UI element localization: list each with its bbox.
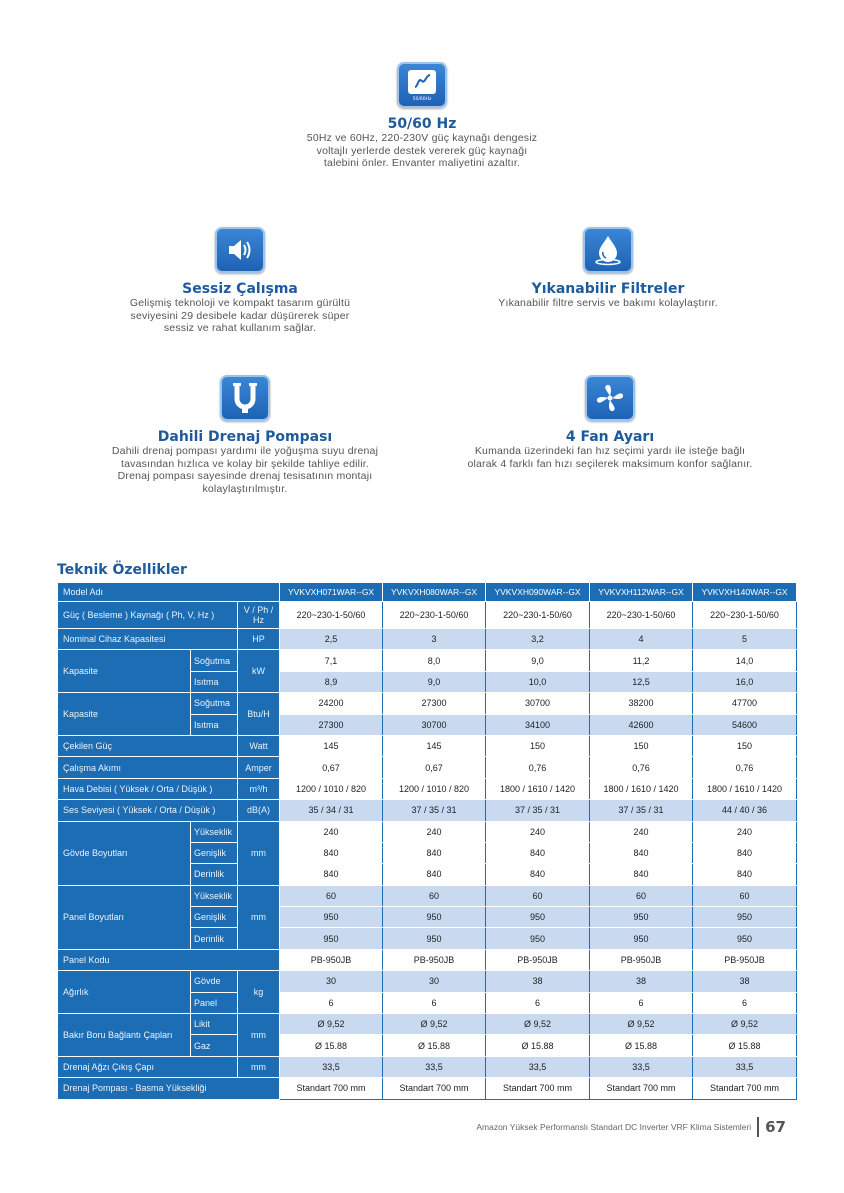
table-cell: Ø 15.88 [693, 1035, 797, 1056]
description-line: kolaylaştırılmıştır. [202, 482, 288, 495]
table-cell: 950 [693, 907, 797, 928]
table-cell: 27300 [383, 693, 486, 714]
icon-caption: 50/60Hz [412, 97, 432, 102]
table-cell: 38 [693, 971, 797, 992]
table-cell: 840 [590, 864, 693, 885]
table-cell: 3,2 [486, 629, 590, 650]
unit-cell: mm [238, 1014, 280, 1057]
model-header-cell: YVKVXH080WAR--GX [383, 583, 486, 602]
description-line: voltajlı yerlerde destek vererek güç kaynağı [316, 144, 528, 157]
sub-label-cell: Soğutma [191, 650, 238, 671]
table-cell: 14,0 [693, 650, 797, 671]
table-cell: Ø 15.88 [486, 1035, 590, 1056]
table-cell: 34100 [486, 714, 590, 735]
table-cell: 840 [383, 842, 486, 863]
table-cell: 8,9 [280, 671, 383, 692]
table-cell: 950 [383, 907, 486, 928]
table-cell: 6 [590, 992, 693, 1013]
sub-label-cell: Panel [191, 992, 238, 1013]
unit-cell: kg [238, 971, 280, 1014]
speaker-icon [215, 227, 265, 273]
feature-description [458, 297, 758, 310]
water-drop-icon [583, 227, 633, 273]
row-label-cell: Çalışma Akımı [58, 757, 238, 778]
table-cell: 6 [486, 992, 590, 1013]
feature-title: Yıkanabilir Filtreler [531, 281, 685, 297]
table-cell: 3 [383, 629, 486, 650]
model-header-cell: YVKVXH071WAR--GX [280, 583, 383, 602]
table-cell: 240 [693, 821, 797, 842]
feature-title: 50/60 Hz [387, 116, 457, 132]
table-cell: 30 [280, 971, 383, 992]
table-cell: 42600 [590, 714, 693, 735]
frequency-icon [397, 62, 447, 108]
table-cell: 24200 [280, 693, 383, 714]
unit-cell: HP [238, 629, 280, 650]
table-cell: 950 [280, 907, 383, 928]
table-cell: PB-950JB [383, 949, 486, 970]
row-label-cell: Ses Seviyesi ( Yüksek / Orta / Düşük ) [58, 800, 238, 821]
table-cell: 37 / 35 / 31 [590, 800, 693, 821]
table-cell: 37 / 35 / 31 [486, 800, 590, 821]
table-row [58, 1014, 797, 1035]
table-cell: 47700 [693, 693, 797, 714]
table-cell: Ø 9,52 [486, 1014, 590, 1035]
table-cell: PB-950JB [693, 949, 797, 970]
table-cell: 33,5 [693, 1056, 797, 1077]
footer-text: Amazon Yüksek Performanslı Standart DC Inverter VRF Klima Sistemleri [476, 1122, 752, 1132]
description-line: 50Hz ve 60Hz, 220-230V güç kaynağı dengesiz [306, 132, 538, 144]
table-row [58, 693, 797, 714]
table-cell: 240 [280, 821, 383, 842]
description-line: olarak 4 farklı fan hızı seçilerek maksimum konfor sağlanır. [467, 457, 753, 470]
description-line: sessiz ve rahat kullanım sağlar. [163, 322, 317, 334]
table-cell: 220~230-1-50/60 [486, 602, 590, 629]
table-cell: 0,67 [280, 757, 383, 778]
table-cell: Ø 15.88 [590, 1035, 693, 1056]
table-cell: 6 [693, 992, 797, 1013]
table-cell: 37 / 35 / 31 [383, 800, 486, 821]
sub-label-cell: Soğutma [191, 693, 238, 714]
table-row [58, 1078, 797, 1099]
table-cell: 6 [280, 992, 383, 1013]
table-cell: 38 [590, 971, 693, 992]
table-cell: 33,5 [280, 1056, 383, 1077]
table-cell: 6 [383, 992, 486, 1013]
table-cell: 950 [693, 928, 797, 949]
table-cell: 60 [383, 885, 486, 906]
table-cell: 240 [590, 821, 693, 842]
page-footer [476, 1117, 786, 1137]
table-cell: 33,5 [590, 1056, 693, 1077]
description-line: Drenaj pompası sayesinde drenaj tesisatının montajı [117, 470, 373, 482]
table-cell: 30 [383, 971, 486, 992]
table-cell: 840 [383, 864, 486, 885]
description-line: Kumanda üzerindeki fan hız seçimi yardı ile isteğe bağlı [474, 445, 746, 457]
feature-description [272, 132, 572, 170]
unit-cell: mm [238, 885, 280, 949]
table-cell: 38200 [590, 693, 693, 714]
sub-label-cell: Likit [191, 1014, 238, 1035]
table-cell: 145 [280, 735, 383, 756]
table-cell: 4 [590, 629, 693, 650]
sub-label-cell: Gövde [191, 971, 238, 992]
sub-label-cell: Isıtma [191, 671, 238, 692]
table-cell: Ø 9,52 [693, 1014, 797, 1035]
table-cell: PB-950JB [486, 949, 590, 970]
sub-label-cell: Genişlik [191, 907, 238, 928]
table-cell: 950 [590, 907, 693, 928]
table-cell: 33,5 [383, 1056, 486, 1077]
feature-50-60hz [272, 62, 572, 170]
sub-label-cell: Yükseklik [191, 885, 238, 906]
table-cell: 0,67 [383, 757, 486, 778]
table-cell: 0,76 [693, 757, 797, 778]
row-label-cell: Drenaj Ağzı Çıkış Çapı [58, 1056, 238, 1077]
table-header-row [58, 583, 797, 602]
table-cell: 0,76 [590, 757, 693, 778]
table-cell: 60 [590, 885, 693, 906]
table-cell: 220~230-1-50/60 [280, 602, 383, 629]
table-cell: 950 [383, 928, 486, 949]
row-label-cell: Drenaj Pompası - Basma Yüksekliği [58, 1078, 280, 1099]
feature-drain-pump [90, 375, 400, 495]
page-number: 67 [765, 1118, 786, 1136]
table-cell: 840 [486, 864, 590, 885]
table-cell: 1200 / 1010 / 820 [383, 778, 486, 799]
table-cell: 150 [486, 735, 590, 756]
table-cell: 60 [486, 885, 590, 906]
table-cell: 33,5 [486, 1056, 590, 1077]
row-label-cell: Kapasite [58, 650, 191, 693]
row-label-cell: Panel Kodu [58, 949, 280, 970]
unit-cell: m³/h [238, 778, 280, 799]
feature-description [90, 445, 400, 495]
table-cell: 840 [280, 842, 383, 863]
table-cell: Ø 9,52 [280, 1014, 383, 1035]
table-cell: 950 [280, 928, 383, 949]
table-cell: 8,0 [383, 650, 486, 671]
table-row [58, 735, 797, 756]
table-cell: 1200 / 1010 / 820 [280, 778, 383, 799]
section-title: Teknik Özellikler [57, 562, 187, 578]
table-cell: Standart 700 mm [693, 1078, 797, 1099]
unit-cell: Btu/H [238, 693, 280, 736]
footer-divider [757, 1117, 759, 1137]
table-row [58, 971, 797, 992]
table-cell: 7,1 [280, 650, 383, 671]
description-line: seviyesini 29 desibele kadar düşürerek süper [130, 309, 350, 322]
feature-description [440, 445, 780, 470]
table-cell: 220~230-1-50/60 [383, 602, 486, 629]
table-cell: 240 [383, 821, 486, 842]
feature-title: 4 Fan Ayarı [565, 429, 655, 445]
row-label-cell: Kapasite [58, 693, 191, 736]
table-cell: 220~230-1-50/60 [590, 602, 693, 629]
feature-title: Dahili Drenaj Pompası [157, 429, 333, 445]
feature-description [90, 297, 390, 335]
table-cell: 150 [693, 735, 797, 756]
table-cell: 9,0 [486, 650, 590, 671]
sub-label-cell: Gaz [191, 1035, 238, 1056]
table-row [58, 602, 797, 629]
table-cell: 240 [486, 821, 590, 842]
unit-cell: mm [238, 1056, 280, 1077]
feature-silent-operation [90, 227, 390, 335]
feature-washable-filters [458, 227, 758, 310]
table-cell: 1800 / 1610 / 1420 [486, 778, 590, 799]
fan-icon [585, 375, 635, 421]
row-label-cell: Panel Boyutları [58, 885, 191, 949]
table-row [58, 821, 797, 842]
table-cell: 0,76 [486, 757, 590, 778]
table-cell: 35 / 34 / 31 [280, 800, 383, 821]
sub-label-cell: Isıtma [191, 714, 238, 735]
sub-label-cell: Yükseklik [191, 821, 238, 842]
table-row [58, 1056, 797, 1077]
unit-cell: kW [238, 650, 280, 693]
unit-cell: Watt [238, 735, 280, 756]
description-line: talebini önler. Envanter maliyetini azaltır. [323, 157, 521, 169]
row-label-cell: Hava Debisi ( Yüksek / Orta / Düşük ) [58, 778, 238, 799]
row-label-cell: Çekilen Güç [58, 735, 238, 756]
sub-label-cell: Derinlik [191, 928, 238, 949]
table-cell: 12,5 [590, 671, 693, 692]
table-cell: 840 [486, 842, 590, 863]
table-cell: 60 [693, 885, 797, 906]
table-cell: Standart 700 mm [486, 1078, 590, 1099]
unit-cell: mm [238, 821, 280, 885]
table-row [58, 778, 797, 799]
feature-title: Sessiz Çalışma [182, 281, 298, 297]
table-cell: 38 [486, 971, 590, 992]
row-label-cell: Model Adı [58, 583, 280, 602]
table-cell: 950 [486, 928, 590, 949]
table-cell: 27300 [280, 714, 383, 735]
table-cell: 5 [693, 629, 797, 650]
unit-cell: Amper [238, 757, 280, 778]
table-cell: Ø 15.88 [383, 1035, 486, 1056]
table-cell: 840 [693, 864, 797, 885]
description-line: Yıkanabilir filtre servis ve bakımı kolaylaştırır. [498, 297, 718, 309]
table-row [58, 757, 797, 778]
row-label-cell: Bakır Boru Bağlantı Çapları [58, 1014, 191, 1057]
table-cell: 145 [383, 735, 486, 756]
model-header-cell: YVKVXH140WAR--GX [693, 583, 797, 602]
table-cell: Standart 700 mm [590, 1078, 693, 1099]
sub-label-cell: Genişlik [191, 842, 238, 863]
table-cell: Standart 700 mm [280, 1078, 383, 1099]
table-cell: 10,0 [486, 671, 590, 692]
row-label-cell: Ağırlık [58, 971, 191, 1014]
table-row [58, 629, 797, 650]
table-cell: 950 [486, 907, 590, 928]
description-line: tavasından hızlıca ve kolay bir şekilde tahliye edilir. [121, 457, 369, 470]
table-cell: PB-950JB [590, 949, 693, 970]
table-cell: 60 [280, 885, 383, 906]
spec-table [57, 582, 797, 1100]
row-label-cell: Gövde Boyutları [58, 821, 191, 885]
table-cell: Ø 15.88 [280, 1035, 383, 1056]
table-cell: 30700 [383, 714, 486, 735]
table-row [58, 800, 797, 821]
table-cell: 9,0 [383, 671, 486, 692]
sub-label-cell: Derinlik [191, 864, 238, 885]
drain-pipe-icon [220, 375, 270, 421]
row-label-cell: Güç ( Besleme ) Kaynağı ( Ph, V, Hz ) [58, 602, 238, 629]
table-cell: 54600 [693, 714, 797, 735]
table-row [58, 650, 797, 671]
table-cell: PB-950JB [280, 949, 383, 970]
table-cell: 16,0 [693, 671, 797, 692]
unit-cell: dB(A) [238, 800, 280, 821]
model-header-cell: YVKVXH112WAR--GX [590, 583, 693, 602]
table-cell: 1800 / 1610 / 1420 [590, 778, 693, 799]
table-cell: 220~230-1-50/60 [693, 602, 797, 629]
table-cell: 44 / 40 / 36 [693, 800, 797, 821]
table-row [58, 949, 797, 970]
table-cell: 2,5 [280, 629, 383, 650]
table-cell: 950 [590, 928, 693, 949]
model-header-cell: YVKVXH090WAR--GX [486, 583, 590, 602]
table-cell: Ø 9,52 [590, 1014, 693, 1035]
feature-4-fan-speed [440, 375, 780, 470]
unit-cell: V / Ph / Hz [238, 602, 280, 629]
table-cell: 11,2 [590, 650, 693, 671]
description-line: Gelişmiş teknoloji ve kompakt tasarım gürültü [129, 297, 351, 309]
table-cell: Standart 700 mm [383, 1078, 486, 1099]
table-row [58, 885, 797, 906]
description-line: Dahili drenaj pompası yardımı ile yoğuşma suyu drenaj [111, 445, 379, 457]
table-cell: Ø 9,52 [383, 1014, 486, 1035]
table-cell: 1800 / 1610 / 1420 [693, 778, 797, 799]
table-cell: 840 [280, 864, 383, 885]
table-cell: 840 [590, 842, 693, 863]
table-cell: 840 [693, 842, 797, 863]
row-label-cell: Nominal Cihaz Kapasitesi [58, 629, 238, 650]
table-cell: 30700 [486, 693, 590, 714]
table-cell: 150 [590, 735, 693, 756]
